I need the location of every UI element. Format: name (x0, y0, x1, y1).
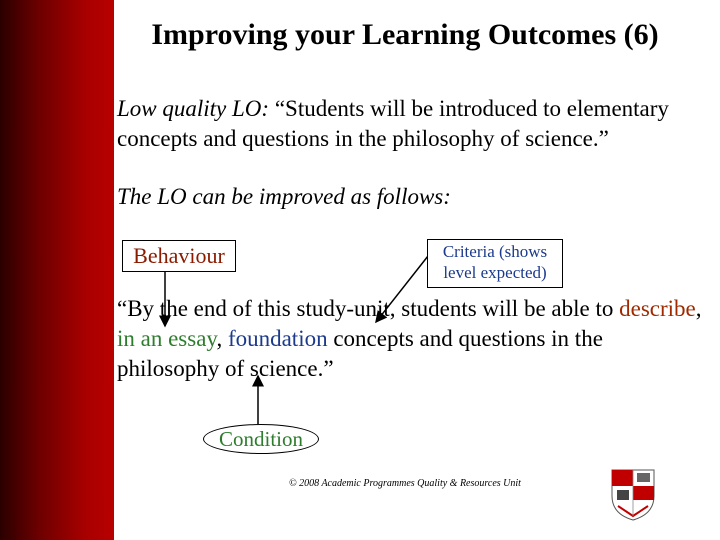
criteria-label: Criteria (shows level expected) (427, 239, 563, 288)
outcome-sep2: , (216, 326, 228, 351)
outcome-sep1: , (695, 296, 702, 321)
outcome-describe: describe (619, 296, 696, 321)
low-quality-text: “Students will be introduced to elementary concepts and questions in the philosophy of science.” (117, 96, 669, 151)
improvement-intro: The LO can be improved as follows: (117, 184, 451, 209)
outcome-suffix: concepts and questions in the philosophy of science.” (117, 326, 603, 381)
slide-title: Improving your Learning Outcomes (6) (151, 18, 659, 51)
outcome-prefix: “By the end of this study-unit, students will be able to (117, 296, 620, 321)
outcome-foundation: foundation (227, 326, 328, 351)
low-quality-label: Low quality LO: (117, 96, 270, 121)
university-crest-logo (608, 466, 658, 522)
footer-copyright: © 2008 Academic Programmes Quality & Resources Unit (289, 478, 521, 489)
behaviour-label: Behaviour (122, 240, 236, 272)
criteria-arrow (376, 256, 428, 322)
outcome-condition-phrase: in an essay (117, 326, 217, 351)
condition-label: Condition (203, 424, 319, 454)
